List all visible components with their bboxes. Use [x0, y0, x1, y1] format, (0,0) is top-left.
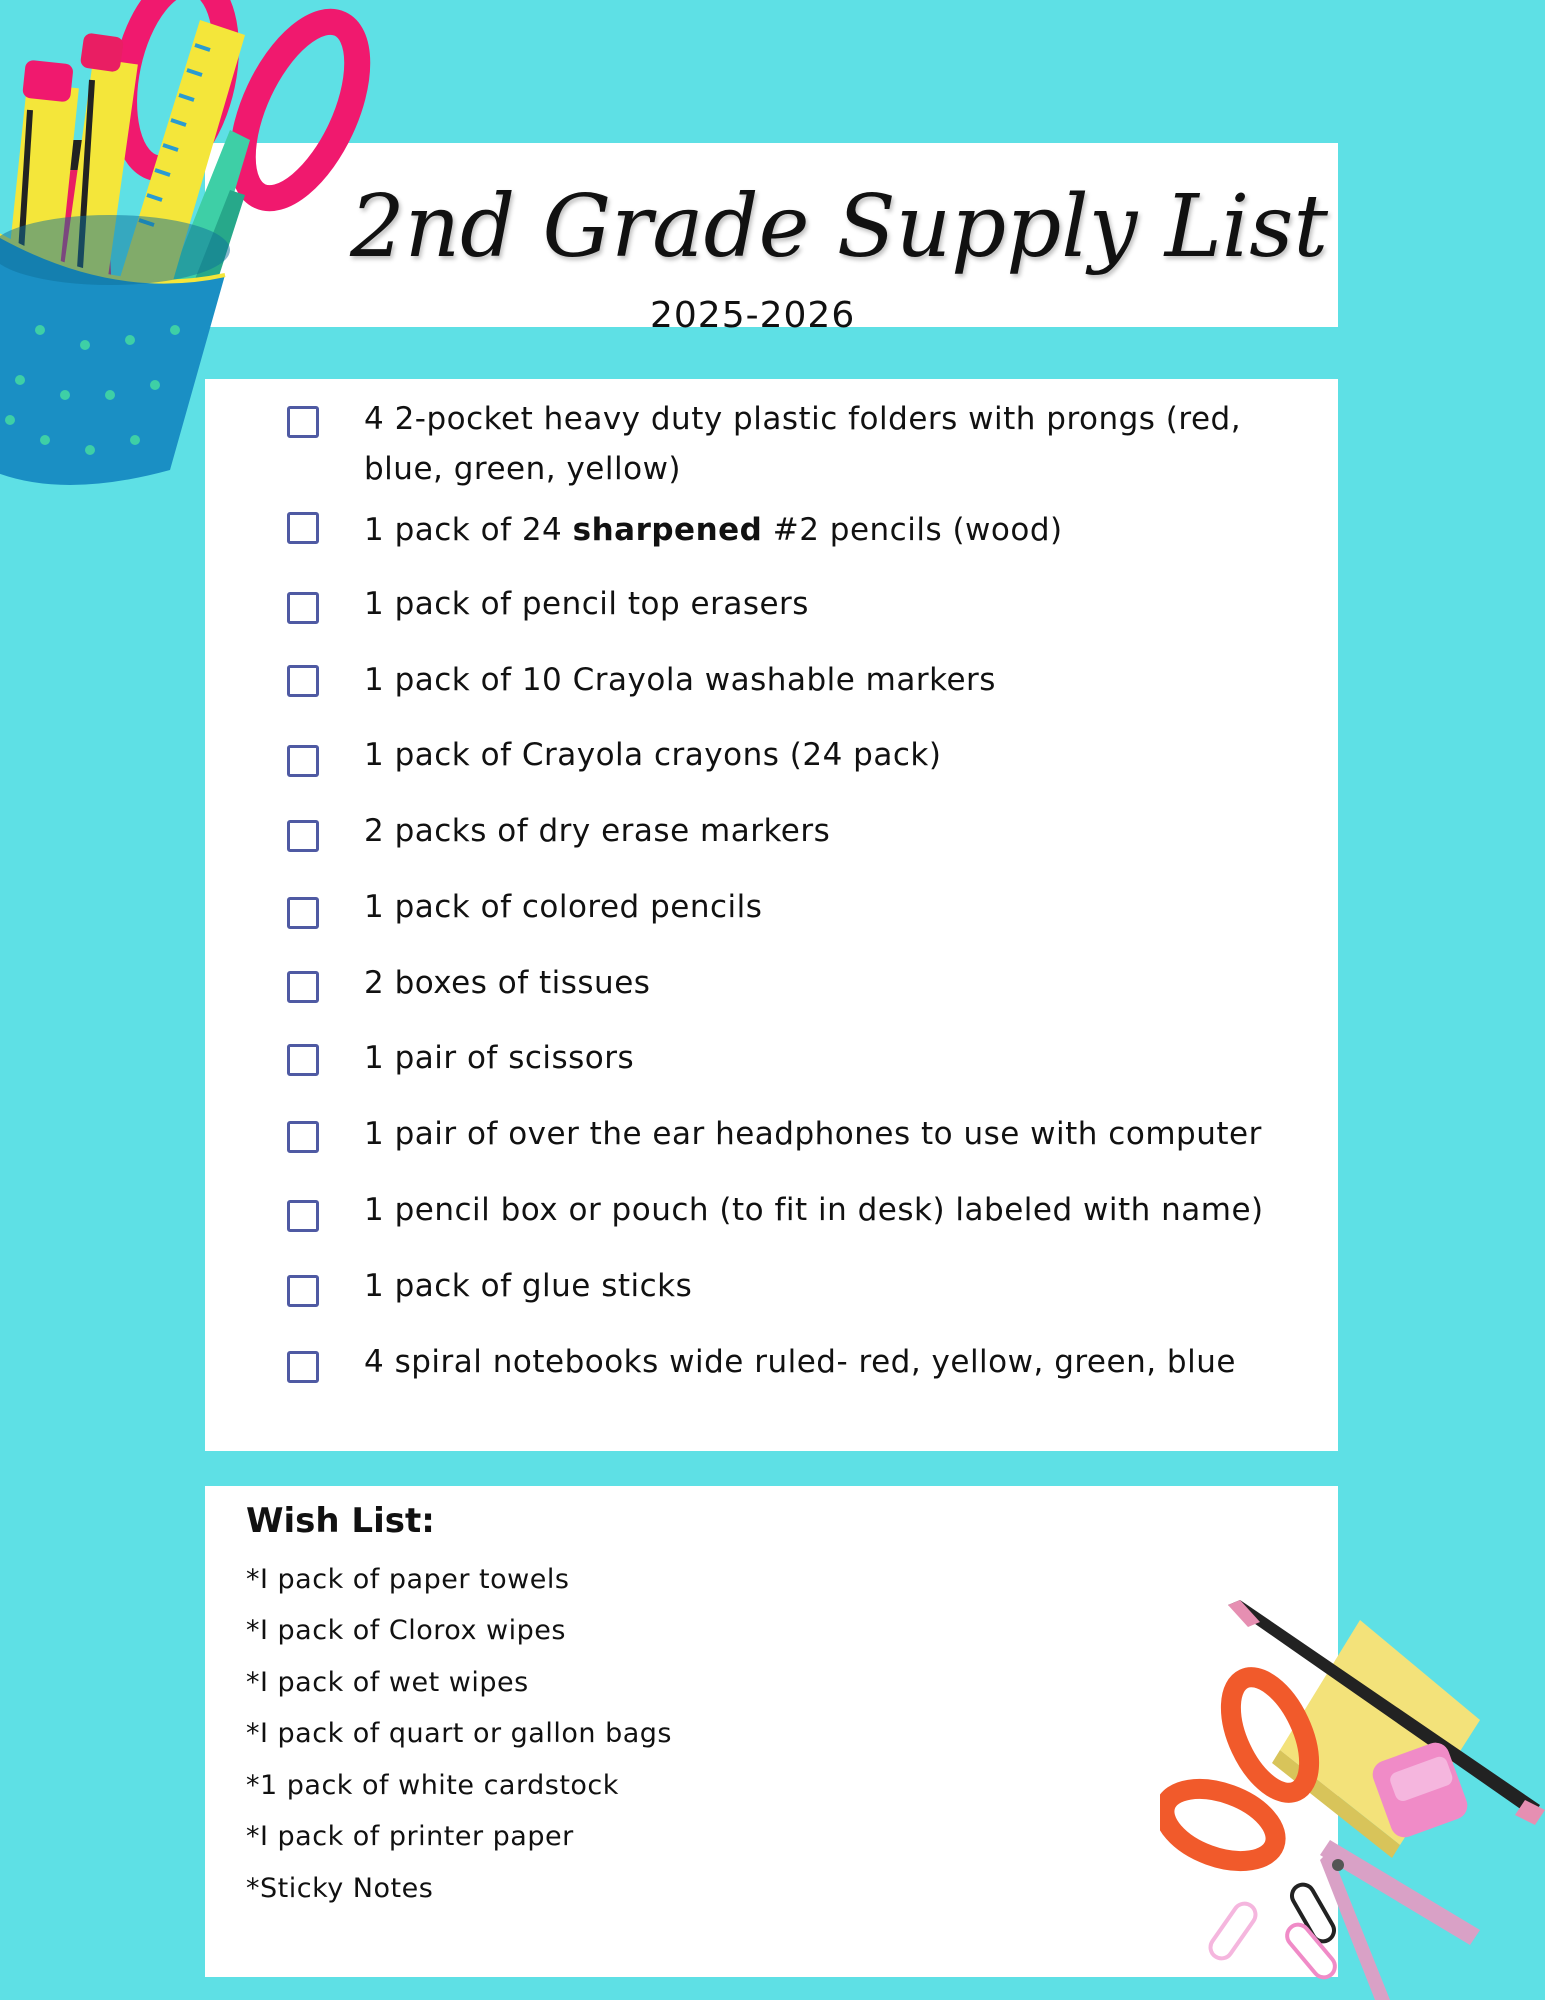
supply-item: 2 boxes of tissues	[364, 965, 651, 1001]
supply-item-text: 1 pack of 24	[364, 512, 573, 548]
checkbox[interactable]	[287, 1044, 319, 1076]
supply-item: 1 pencil box or pouch (to fit in desk) labeled with name)	[364, 1192, 1264, 1228]
wish-list-item: *Sticky Notes	[246, 1873, 434, 1904]
supply-item-line: 4 2-pocket heavy duty plastic folders with prongs (red,	[364, 401, 1242, 437]
supply-item: 1 pack of 10 Crayola washable markers	[364, 662, 996, 698]
wish-list-item: *I pack of quart or gallon bags	[246, 1718, 672, 1749]
wish-list-item: *I pack of paper towels	[246, 1564, 570, 1595]
checkbox[interactable]	[287, 1275, 319, 1307]
emphasis-text: sharpened	[572, 512, 763, 548]
pencil-cup-illustration	[0, 0, 390, 500]
supply-item: 1 pack of colored pencils	[364, 889, 763, 925]
supply-item: 1 pack of Crayola crayons (24 pack)	[364, 737, 942, 773]
supply-item: 1 pair of scissors	[364, 1040, 635, 1076]
checkbox[interactable]	[287, 1200, 319, 1232]
checkbox[interactable]	[287, 512, 319, 544]
supply-item	[364, 505, 1294, 555]
wish-list-heading: Wish List:	[246, 1501, 435, 1541]
wish-list-item: *I pack of printer paper	[246, 1821, 574, 1852]
school-year: 2025-2026	[650, 295, 856, 336]
wish-list-item: *I pack of wet wipes	[246, 1667, 529, 1698]
checkbox[interactable]	[287, 406, 319, 438]
checkbox[interactable]	[287, 897, 319, 929]
supply-item-line: blue, green, yellow)	[364, 451, 682, 487]
page-title: 2nd Grade Supply List	[350, 177, 1328, 277]
wish-list-item: *I pack of Clorox wipes	[246, 1615, 566, 1646]
checkbox[interactable]	[287, 592, 319, 624]
checkbox[interactable]	[287, 1121, 319, 1153]
supply-item: 4 spiral notebooks wide ruled- red, yellow, green, blue	[364, 1344, 1236, 1380]
checkbox[interactable]	[287, 971, 319, 1003]
supply-item: 1 pair of over the ear headphones to use with computer	[364, 1116, 1262, 1152]
supply-item: 1 pack of pencil top erasers	[364, 586, 809, 622]
supply-item	[364, 394, 1294, 494]
wish-list-item: *1 pack of white cardstock	[246, 1770, 619, 1801]
checkbox[interactable]	[287, 745, 319, 777]
checkbox[interactable]	[287, 665, 319, 697]
scissors-supplies-illustration	[1160, 1600, 1545, 2000]
supply-item: 1 pack of glue sticks	[364, 1268, 693, 1304]
supply-item-text: #2 pencils (wood)	[762, 512, 1063, 548]
checkbox[interactable]	[287, 820, 319, 852]
checkbox[interactable]	[287, 1351, 319, 1383]
supply-item: 2 packs of dry erase markers	[364, 813, 831, 849]
